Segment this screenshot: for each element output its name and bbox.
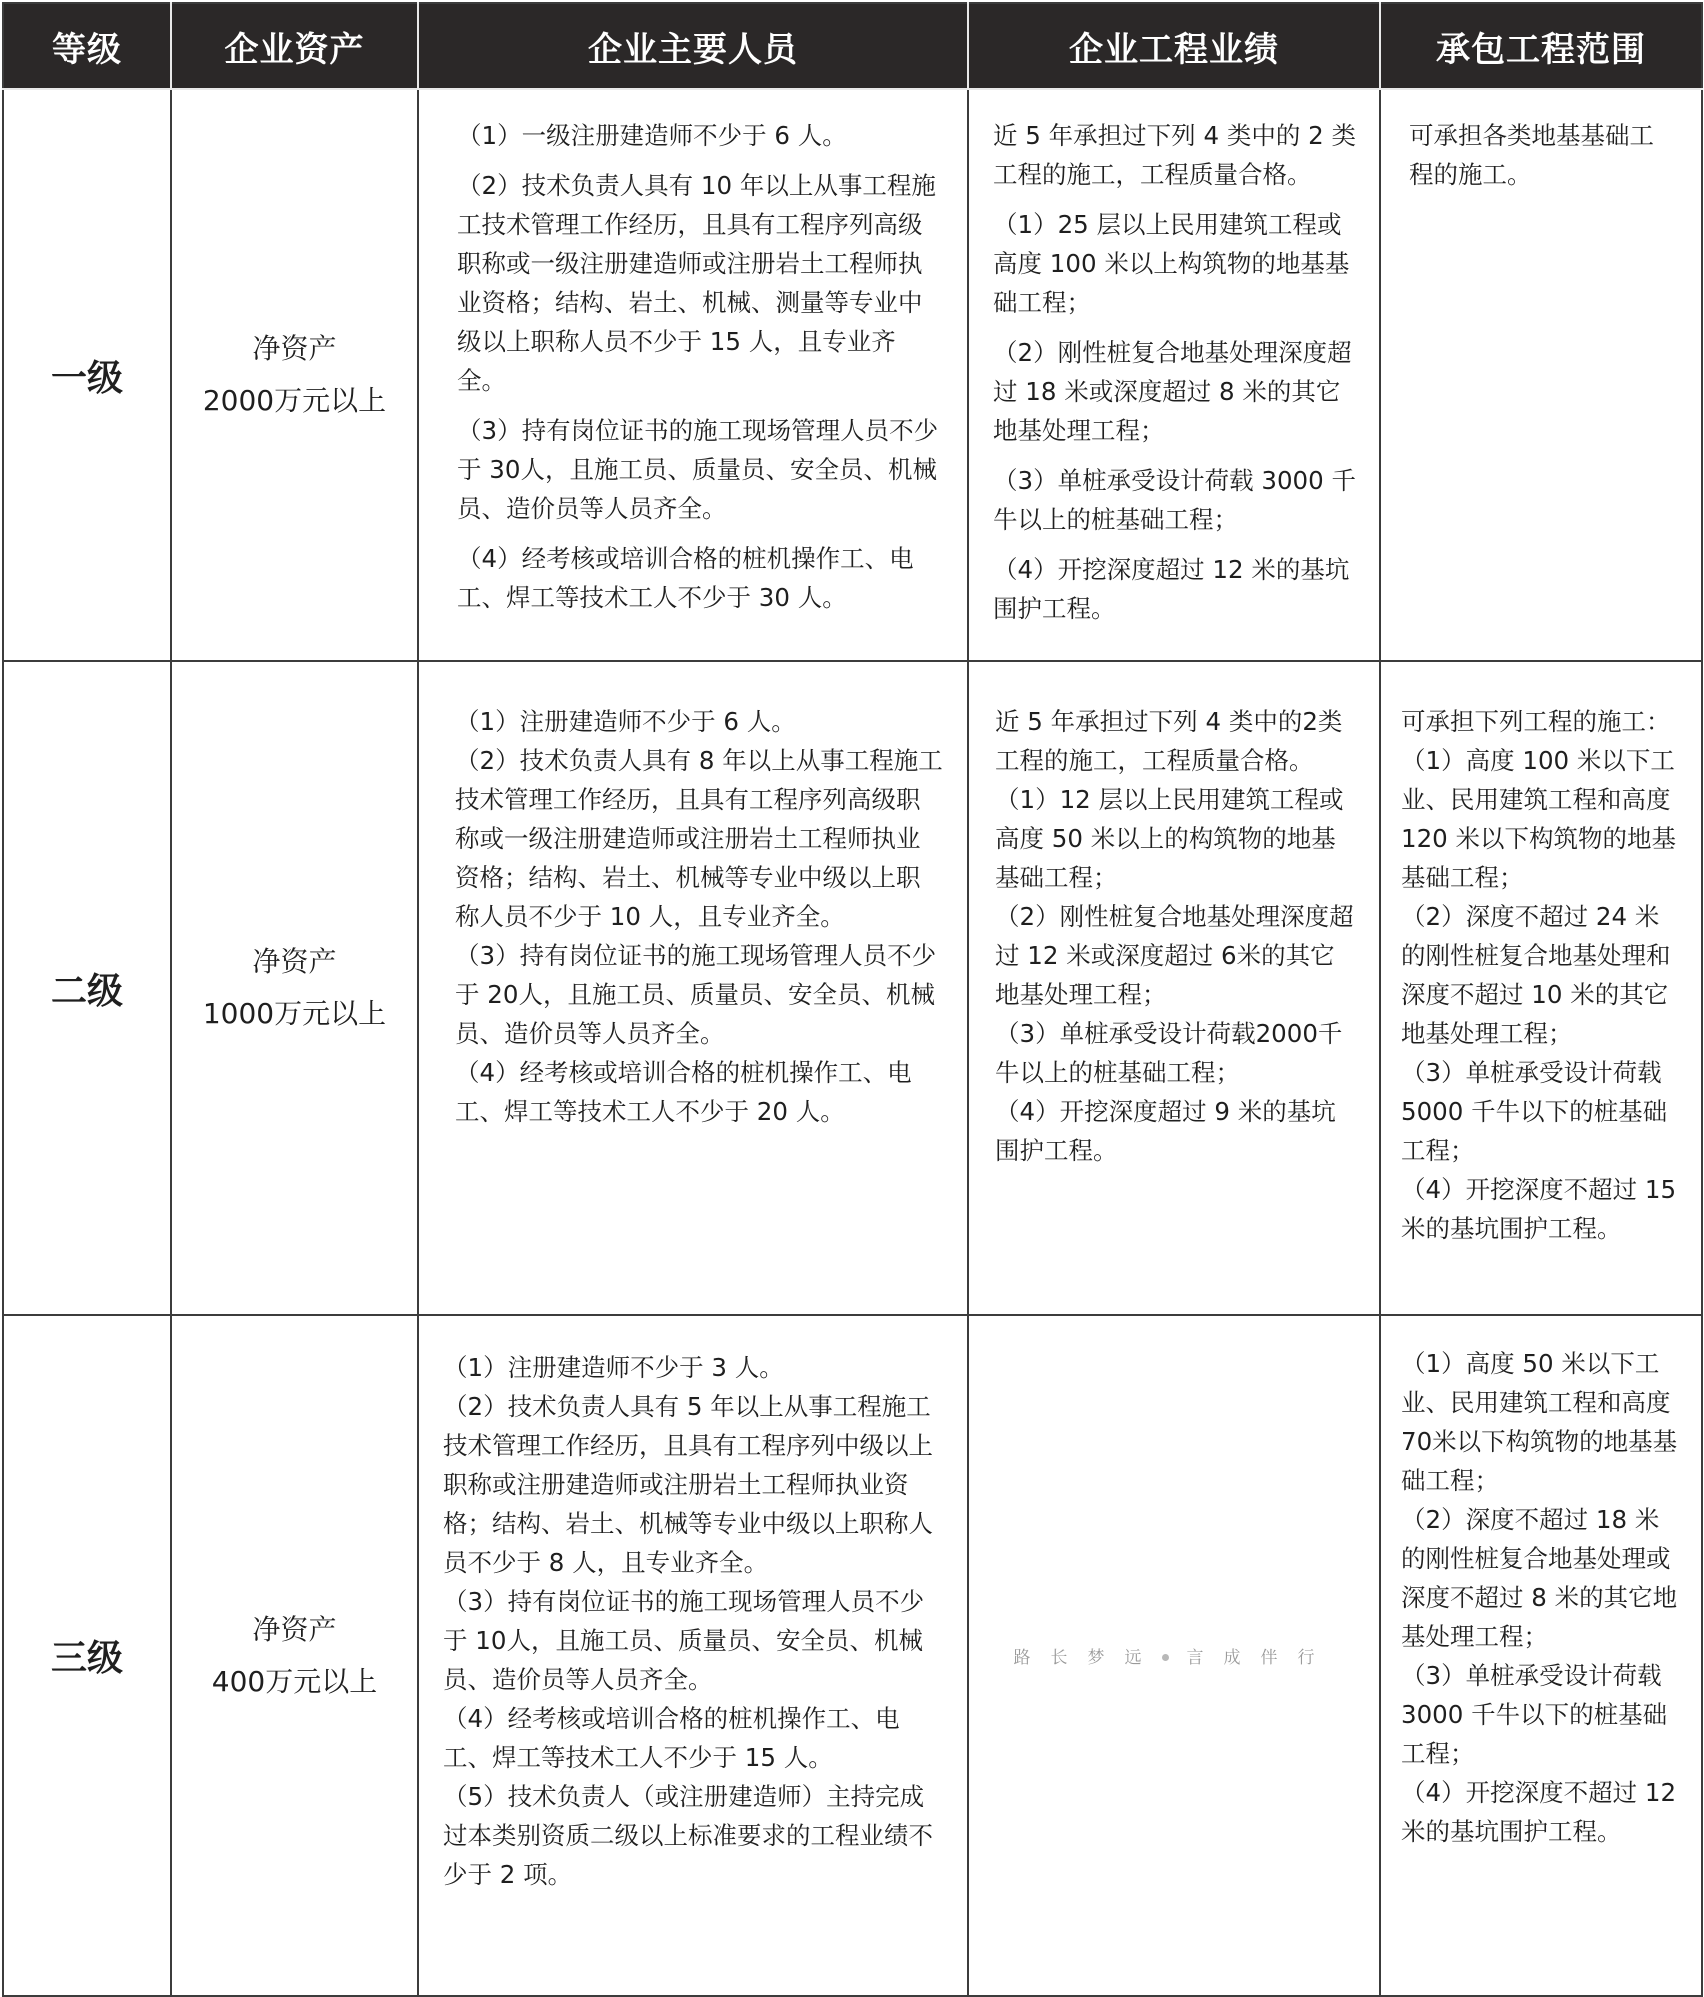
staff-item: （3）持有岗位证书的施工现场管理人员不少于 10人，且施工员、质量员、安全员、机械员、造价员等人员齐全。 <box>443 1587 925 1694</box>
staff-item: （4）经考核或培训合格的桩机操作工、电工、焊工等技术工人不少于 30 人。 <box>457 544 914 612</box>
performance-item: 近 5 年承担过下列 4 类中的 2 类工程的施工，工程质量合格。 <box>993 121 1356 189</box>
staff-item: （1）一级注册建造师不少于 6 人。 <box>457 121 847 150</box>
performance-item: （1）12 层以上民用建筑工程或高度 50 米以上的构筑物的地基基础工程； <box>995 785 1344 892</box>
performance-cell <box>968 661 1380 1315</box>
header-assets: 企业资产 <box>171 3 418 89</box>
staff-item: （1）注册建造师不少于 3 人。 <box>443 1353 784 1382</box>
scope-item: （1）高度 100 米以下工业、民用建筑工程和高度120 米以下构筑物的地基基础工程； <box>1401 746 1677 892</box>
table-row-level-3 <box>3 1315 1702 1996</box>
assets-label: 净资产 <box>252 1612 337 1646</box>
performance-item: （3）单桩承受设计荷载 3000 千牛以上的桩基础工程； <box>993 466 1357 534</box>
level-cell: 三级 <box>3 1315 171 1996</box>
assets-value: 1000万元以上 <box>202 997 387 1030</box>
level-cell: 一级 <box>3 89 171 661</box>
scope-item: 可承担下列工程的施工： <box>1401 707 1671 736</box>
level-cell: 二级 <box>3 661 171 1315</box>
staff-item: （2）技术负责人具有 10 年以上从事工程施工技术管理工作经历，且具有工程序列高级职称或一级注册建造师或注册岩土工程师执业资格；结构、岩土、机械、测量等专业中级以上职称人员不少于 15 人，且专业齐全。 <box>457 171 936 395</box>
qualification-table <box>2 2 1703 1997</box>
watermark-left: 路长梦远 <box>1013 1648 1162 1668</box>
performance-item: （1）25 层以上民用建筑工程或高度 100 米以上构筑物的地基基础工程； <box>993 210 1350 317</box>
performance-item: （4）开挖深度超过 12 米的基坑围护工程。 <box>993 555 1350 623</box>
header-performance: 企业工程业绩 <box>968 3 1380 89</box>
staff-item: （3）持有岗位证书的施工现场管理人员不少于 20人，且施工员、质量员、安全员、机械员、造价员等人员齐全。 <box>455 941 937 1048</box>
staff-item: （4）经考核或培训合格的桩机操作工、电工、焊工等技术工人不少于 20 人。 <box>455 1058 912 1126</box>
scope-item: （3）单桩承受设计荷载 3000 千牛以下的桩基础工程； <box>1401 1661 1668 1768</box>
watermark-dot-icon <box>1162 1654 1169 1661</box>
performance-item: （2）刚性桩复合地基处理深度超过 18 米或深度超过 8 米的其它地基处理工程； <box>993 338 1352 445</box>
assets-cell <box>171 661 418 1315</box>
staff-cell <box>418 1315 968 1996</box>
staff-item: （2）技术负责人具有 5 年以上从事工程施工技术管理工作经历，且具有工程序列中级以上职称或注册建造师或注册岩土工程师执业资格；结构、岩土、机械等专业中级以上职称人员不少于 8 人，且专业齐全。 <box>443 1392 933 1577</box>
scope-cell <box>1380 661 1702 1315</box>
header-scope: 承包工程范围 <box>1380 3 1702 89</box>
staff-item: （3）持有岗位证书的施工现场管理人员不少于 30人，且施工员、质量员、安全员、机械员、造价员等人员齐全。 <box>457 416 939 523</box>
scope-item: （2）深度不超过 18 米的刚性桩复合地基处理或深度不超过 8 米的其它地基处理工程； <box>1401 1505 1678 1651</box>
assets-value: 2000万元以上 <box>202 384 387 417</box>
assets-cell <box>171 1315 418 1996</box>
staff-cell <box>418 661 968 1315</box>
assets-cell <box>171 89 418 661</box>
scope-cell <box>1380 1315 1702 1996</box>
scope-item: 可承担各类地基基础工程的施工。 <box>1409 121 1654 189</box>
table-row-level-1 <box>3 89 1702 661</box>
staff-cell <box>418 89 968 661</box>
staff-item: （2）技术负责人具有 8 年以上从事工程施工技术管理工作经历，且具有工程序列高级职称或一级注册建造师或注册岩土工程师执业资格；结构、岩土、机械等专业中级以上职称人员不少于 10 人，且专业齐全。 <box>455 746 943 931</box>
scope-item: （4）开挖深度不超过 15 米的基坑围护工程。 <box>1401 1175 1677 1243</box>
staff-item: （1）注册建造师不少于 6 人。 <box>455 707 796 736</box>
scope-item: （4）开挖深度不超过 12 米的基坑围护工程。 <box>1401 1778 1677 1846</box>
table-row-level-2 <box>3 661 1702 1315</box>
staff-item: （5）技术负责人（或注册建造师）主持完成过本类别资质二级以上标准要求的工程业绩不少于 2 项。 <box>443 1782 933 1889</box>
assets-value: 400万元以上 <box>211 1664 378 1698</box>
assets-label: 净资产 <box>252 945 337 978</box>
performance-item: （3）单桩承受设计荷载2000千牛以上的桩基础工程； <box>995 1019 1343 1087</box>
performance-item: （4）开挖深度超过 9 米的基坑围护工程。 <box>995 1097 1336 1165</box>
assets-label: 净资产 <box>252 332 337 365</box>
table-header-row <box>3 3 1702 89</box>
scope-cell <box>1380 89 1702 661</box>
watermark <box>1014 1648 1335 1668</box>
header-staff: 企业主要人员 <box>418 3 968 89</box>
scope-item: （2）深度不超过 24 米的刚性桩复合地基处理和深度不超过 10 米的其它地基处理工程； <box>1401 902 1671 1048</box>
scope-item: （1）高度 50 米以下工业、民用建筑工程和高度 70米以下构筑物的地基基础工程； <box>1401 1349 1678 1495</box>
scope-item: （3）单桩承受设计荷载 5000 千牛以下的桩基础工程； <box>1401 1058 1668 1165</box>
performance-item: 近 5 年承担过下列 4 类中的2类工程的施工，工程质量合格。 <box>995 707 1343 775</box>
performance-cell <box>968 89 1380 661</box>
watermark-right: 言成伴行 <box>1186 1648 1335 1668</box>
staff-item: （4）经考核或培训合格的桩机操作工、电工、焊工等技术工人不少于 15 人。 <box>443 1704 900 1772</box>
header-level: 等级 <box>3 3 171 89</box>
performance-cell <box>968 1315 1380 1996</box>
performance-item: （2）刚性桩复合地基处理深度超过 12 米或深度超过 6米的其它地基处理工程； <box>995 902 1354 1009</box>
